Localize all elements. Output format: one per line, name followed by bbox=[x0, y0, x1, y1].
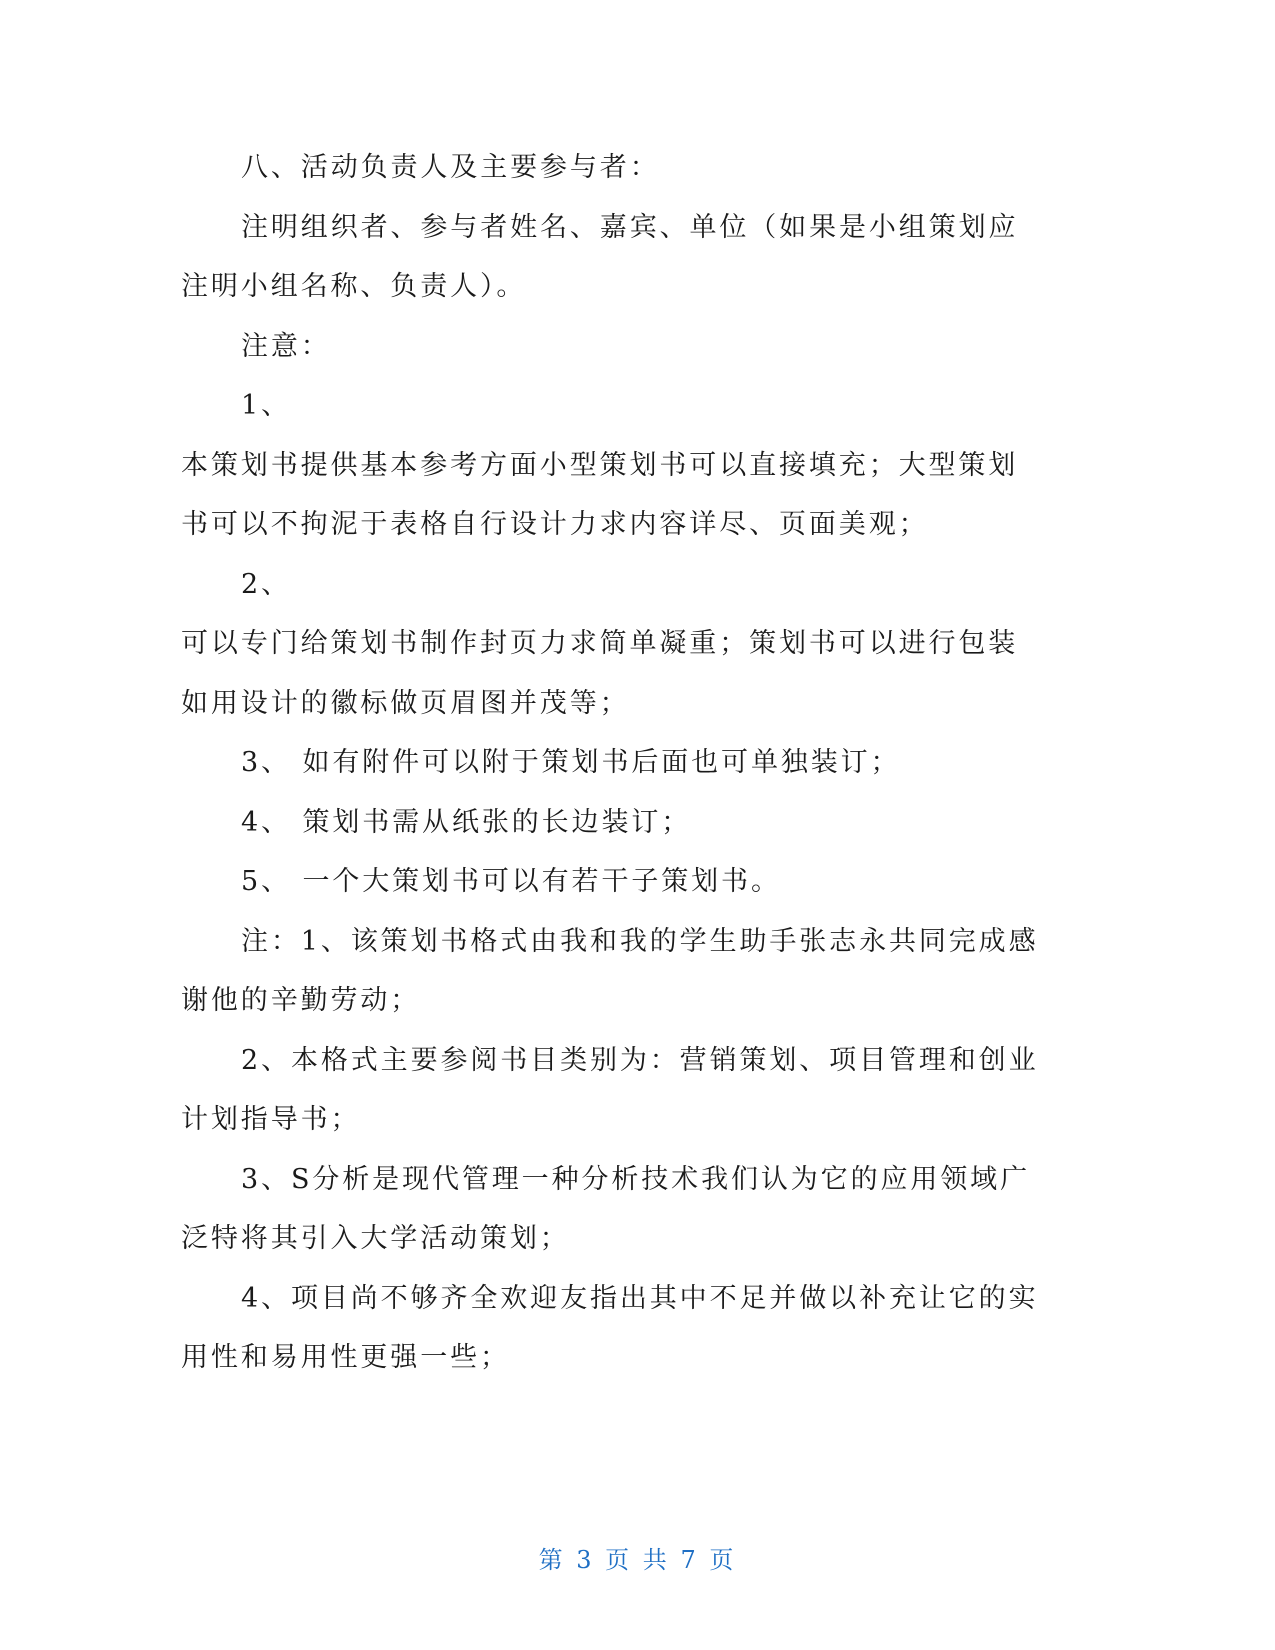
note-item-4: 4、 策划书需从纸张的长边装订； bbox=[241, 806, 692, 838]
page-number-footer: 第 3 页 共 7 页 bbox=[538, 1546, 737, 1574]
note-number-1: 1、 bbox=[241, 390, 291, 421]
paragraph-participants-note: 注明组织者、参与者姓名、嘉宾、单位（如果是小组策划应注明小组名称、负责人）。 bbox=[181, 211, 1019, 302]
note-item-1: 本策划书提供基本参考方面小型策划书可以直接填充；大型策划书可以不拘泥于表格自行设计力求内容详尽、页面美观； bbox=[181, 449, 1019, 540]
remark-item-2: 2、本格式主要参阅书目类别为：营销策划、项目管理和创业计划指导书； bbox=[181, 1044, 1039, 1135]
note-item-3: 3、 如有附件可以附于策划书后面也可单独装订； bbox=[241, 747, 901, 778]
note-number-2: 2、 bbox=[241, 568, 291, 600]
notes-heading: 注意： bbox=[241, 330, 331, 362]
note-item-2: 可以专门给策划书制作封页力求简单凝重；策划书可以进行包装如用设计的徽标做页眉图并茂等； bbox=[181, 628, 1019, 719]
remark-item-3: 3、S分析是现代管理一种分析技术我们认为它的应用领域广泛特将其引入大学活动策划； bbox=[181, 1163, 1030, 1254]
note-item-5: 5、 一个大策划书可以有若干子策划书。 bbox=[241, 866, 781, 897]
remark-item-4: 4、项目尚不够齐全欢迎友指出其中不足并做以补充让它的实用性和易用性更强一些； bbox=[181, 1282, 1039, 1373]
document-body bbox=[181, 138, 1041, 1388]
remark-item-1: 注：1、该策划书格式由我和我的学生助手张志永共同完成感谢他的辛勤劳动； bbox=[181, 925, 1039, 1016]
section-heading-participants: 八、活动负责人及主要参与者： bbox=[241, 152, 660, 183]
